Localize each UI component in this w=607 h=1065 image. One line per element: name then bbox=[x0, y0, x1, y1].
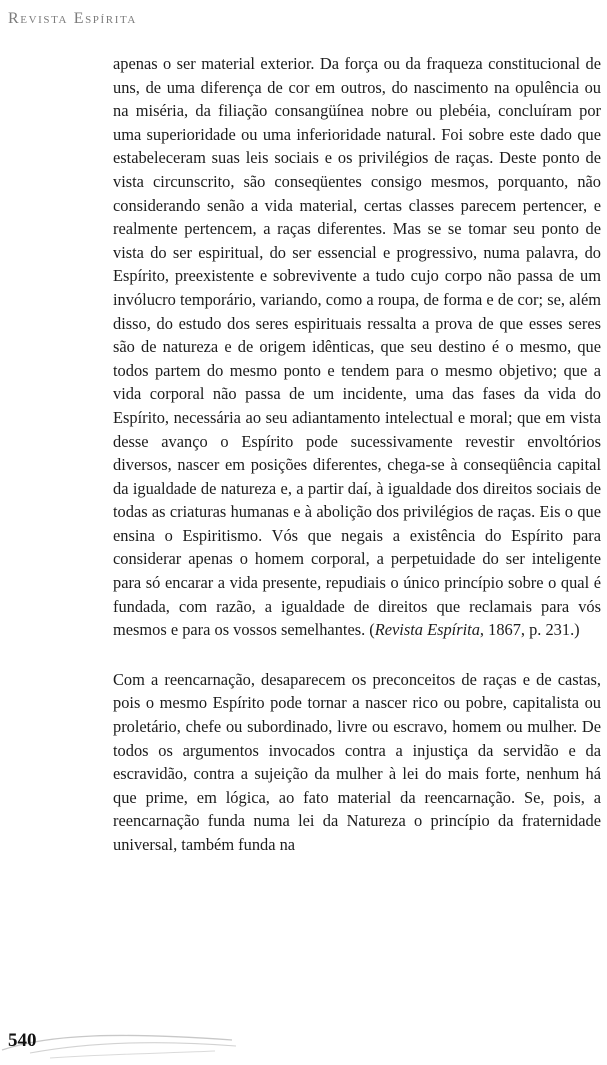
paragraph-text: apenas o ser material exterior. Da força ou da fraqueza constitucional de uns, de uma diferença de cor em outros, do nascimento na opulência ou na miséria, da filiação consangüínea nobre ou plebéia, concluíram por uma superioridade ou uma inferioridade natural. Foi sobre este dado que estabeleceram suas leis sociais e os privilégios de raças. Deste ponto de vista circunscrito, são conseqüentes consigo mesmos, porquanto, não considerando senão a vida material, certas classes parecem pertencer, e realmente pertencem, a raças diferentes. Mas se se tomar seu ponto de vista do ser espiritual, do ser essencial e progressivo, numa palavra, do Espírito, preexistente e sobrevivente a tudo cujo corpo não passa de um invólucro temporário, variando, como a roupa, de forma e de cor; se, além disso, do estudo dos seres espirituais ressalta a prova de que esses seres são de natureza e de origem idênticas, que seu destino é o mesmo, que todos partem do mesmo ponto e tendem para o mesmo objetivo; que a vida corporal não passa de um incidente, uma das fases da vida do Espírito, necessária ao seu adiantamento intelectual e moral; que em vista desse avanço o Espírito pode sucessivamente revestir envoltórios diversos, nascer em posições diferentes, chega-se à conseqüência capital da igualdade de natureza e, a partir daí, à igualdade dos direitos sociais de todas as criaturas humanas e à abolição dos privilégios de raças. Eis o que ensina o Espiritismo. Vós que negais a existência do Espírito para considerar apenas o homem corporal, a perpetuidade do ser inteligente para só encarar a vida presente, repudiais o único princípio sobre o qual é fundada, com razão, a igualdade de direitos que reclamais para vós mesmos e para os vossos semelhantes. ( bbox=[113, 54, 601, 640]
paragraph bbox=[113, 668, 601, 857]
running-head: Revista Espírita bbox=[8, 10, 137, 27]
paragraph bbox=[113, 52, 601, 642]
paragraph-text: Com a reencarnação, desaparecem os preconceitos de raças e de castas, pois o mesmo Espírito pode tornar a nascer rico ou pobre, capitalista ou proletário, chefe ou subordinado, livre ou escravo, homem ou mulher. De todos os argumentos invocados contra a injustiça da servidão e da escravidão, contra a sujeição da mulher à lei do mais forte, nenhum há que prime, em lógica, ao fato material da reencarnação. Se, pois, a reencarnação funda numa lei da Natureza o princípio da fraternidade universal, também funda na bbox=[113, 669, 601, 854]
page-number: 540 bbox=[8, 1030, 37, 1051]
citation-details: , 1867, p. 231.) bbox=[479, 620, 580, 640]
body-text bbox=[113, 52, 601, 857]
citation-title: Revista Espírita bbox=[374, 620, 480, 640]
